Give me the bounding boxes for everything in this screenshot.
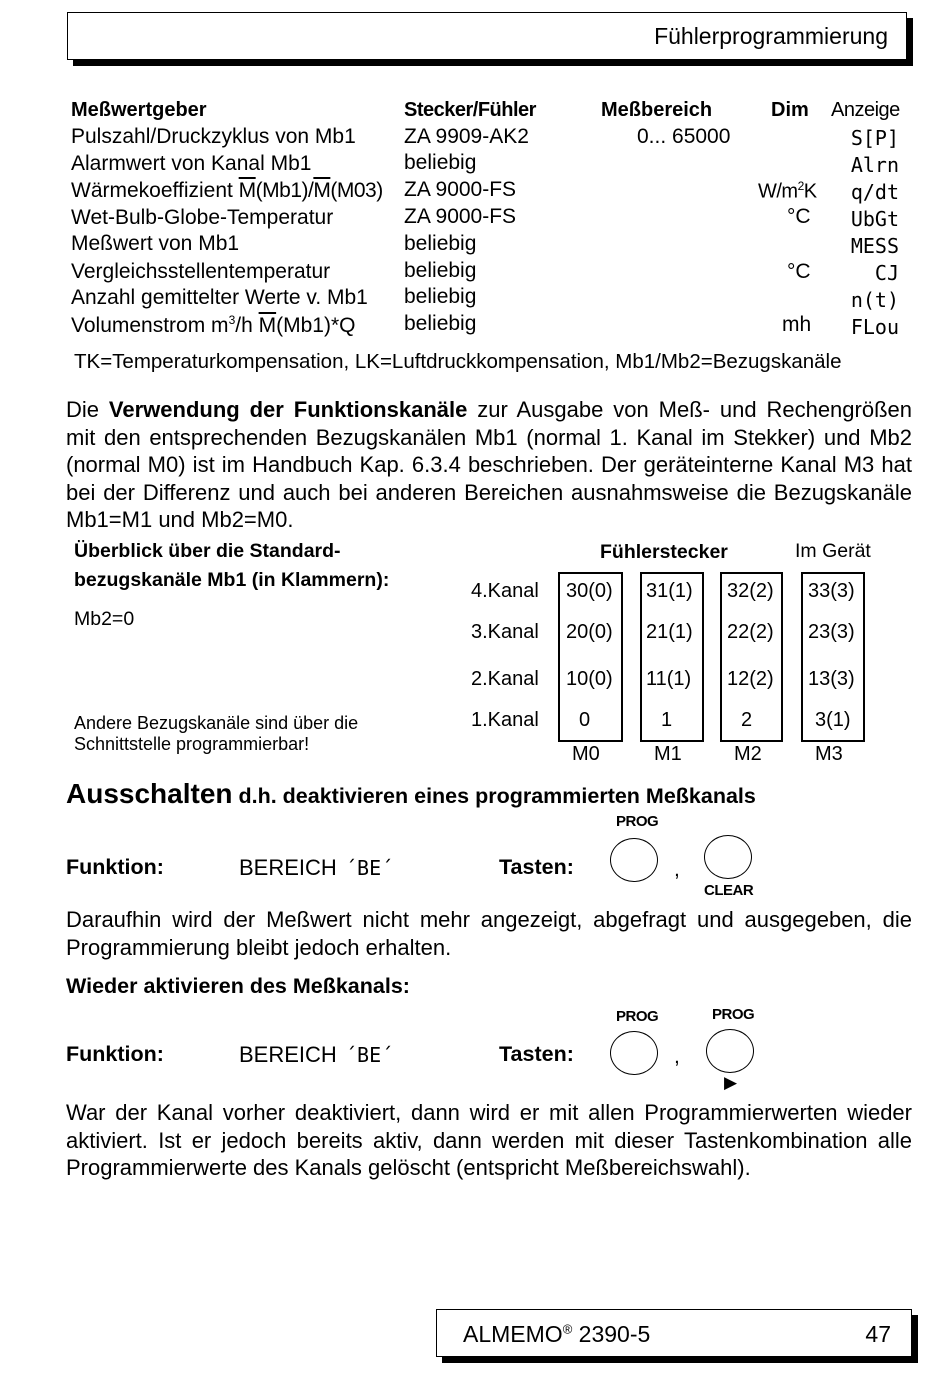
overview-row-label-1: 1.Kanal: [471, 709, 539, 731]
channel-cell: 10(0): [566, 668, 613, 690]
page-number: 47: [865, 1321, 891, 1347]
keys-label: Tasten:: [499, 1042, 574, 1066]
subheading-reactivate: Wieder aktivieren des Meßkanals:: [66, 974, 410, 998]
channel-cell: 32(2): [727, 580, 774, 602]
clear-key-label: CLEAR: [704, 882, 754, 899]
channel-cell: 23(3): [808, 621, 855, 643]
table-row-1-bereich: 0... 65000: [637, 125, 731, 148]
page-header-title: Fühlerprogrammierung: [654, 23, 888, 49]
prog-key-button[interactable]: [610, 1031, 658, 1075]
table-row-5-stecker: beliebig: [404, 232, 477, 255]
page-footer: [436, 1309, 912, 1357]
channel-cell: 12(2): [727, 668, 774, 690]
paragraph-deactivate-result: Daraufhin wird der Meßwert nicht mehr angezeigt, abgefragt und ausgegeben, die Programmierung bleibt jedoch erhalten.: [66, 907, 912, 960]
table-row-7-stecker: beliebig: [404, 285, 477, 308]
table-row-1-stecker: ZA 9909-AK2: [404, 125, 529, 148]
overview-title-line1: Überblick über die Standard-: [74, 540, 341, 562]
keys-label: Tasten:: [499, 855, 574, 879]
function-label: Funktion:: [66, 1042, 164, 1066]
prog-key-button[interactable]: [610, 838, 658, 882]
table-row-4-dim: °C: [787, 205, 811, 228]
table-row-1-anzeige: S[P]: [850, 126, 899, 150]
channel-cell: 11(1): [646, 668, 692, 690]
table-footnote: TK=Temperaturkompensation, LK=Luftdruckkompensation, Mb1/Mb2=Bezugskanäle: [74, 350, 842, 373]
channel-column-label-m2: M2: [734, 743, 762, 765]
channel-cell: 22(2): [727, 621, 774, 643]
table-header-anzeige: Anzeige: [831, 99, 900, 121]
function-code: ´BE´: [345, 856, 394, 880]
channel-column-label-m1: M1: [654, 743, 682, 765]
paragraph-reactivate-result: War der Kanal vorher deaktiviert, dann wird er mit allen Programmierwerten wieder aktiviert. Ist er jedoch bereits aktiv, dann werden mit dieser Tastenkombination alle Programmierwerte des Kanals gelöscht (entspricht Meßbereichswahl).: [66, 1100, 912, 1181]
channel-cell: 20(0): [566, 621, 613, 643]
channel-column-label-m3: M3: [815, 743, 843, 765]
function-value: BEREICH: [239, 855, 337, 880]
page-header: [67, 12, 907, 60]
table-row-2-stecker: beliebig: [404, 151, 477, 174]
channel-cell: 1: [661, 709, 673, 731]
table-row-8-dim: mh: [782, 313, 812, 336]
function-code: ´BE´: [345, 1043, 394, 1067]
prog-key-label: PROG: [616, 1008, 659, 1025]
overview-note-line2: Schnittstelle programmierbar!: [74, 734, 310, 754]
channel-cell: 30(0): [566, 580, 613, 602]
table-row-6-anzeige: CJ: [874, 261, 899, 285]
table-header-stecker: Stecker/Fühler: [404, 99, 536, 121]
channel-cell: 33(3): [808, 580, 855, 602]
prog-key-button-2[interactable]: [706, 1029, 754, 1073]
overview-header-device: Im Gerät: [795, 540, 871, 562]
overview-header-plug: Fühlerstecker: [600, 541, 728, 563]
paragraph-functional-channels: Die Verwendung der Funktionskanäle zur Ausgabe von Meß- und Rechengrößen mit den entsprechenden Bezugskanälen Mb1 (normal 1. Kanal im Stekker) und Mb2 (normal M0) ist im Handbuch Kap. 6.3.4 beschrieben. Der geräteinterne Kanal M3 hat bei der Differenz und auch bei anderen Bereichen ausnahmsweise die Bezugskanäle Mb1=M1 und Mb2=M0.: [66, 397, 912, 533]
footer-product: ALMEMO® 2390-5: [463, 1321, 651, 1347]
table-row-4-anzeige: UbGt: [850, 207, 899, 231]
table-row-4-geber: Wet-Bulb-Globe-Temperatur: [71, 206, 334, 229]
table-row-2-anzeige: Alrn: [850, 153, 899, 177]
overview-note-line1: Andere Bezugskanäle sind über die: [74, 713, 359, 733]
prog-key-label: PROG: [712, 1006, 755, 1023]
channel-cell: 21(1): [646, 621, 693, 643]
table-row-5-anzeige: MESS: [850, 234, 899, 258]
channel-cell: 31(1): [646, 580, 693, 602]
overview-mb2: Mb2=0: [74, 608, 135, 630]
table-row-8-geber: Volumenstrom $m^3/h$ $\overline{M}(Mb1)*Q$: [71, 313, 356, 337]
function-value: BEREICH: [239, 1042, 337, 1067]
clear-key-button[interactable]: [704, 835, 752, 879]
table-row-7-geber: Anzahl gemittelter Werte v. Mb1: [71, 286, 368, 309]
table-row-5-geber: Meßwert von Mb1: [71, 232, 240, 255]
table-row-8-anzeige: FLou: [850, 315, 899, 339]
table-row-6-geber: Vergleichsstellentemperatur: [71, 260, 331, 283]
table-row-7-anzeige: n(t): [850, 288, 899, 312]
channel-cell: 2: [741, 709, 753, 731]
channel-column-label-m0: M0: [572, 743, 600, 765]
key-separator: ,: [674, 1045, 680, 1068]
table-row-2-geber: Alarmwert von Kanal Mb1: [71, 152, 312, 175]
channel-cell: 13(3): [808, 668, 855, 690]
section-heading-deactivate: Ausschalten d.h. deaktivieren eines programmierten Meßkanals: [66, 778, 756, 809]
key-separator: ,: [674, 858, 680, 881]
prog-key-label: PROG: [616, 813, 659, 830]
channel-cell: 0: [579, 709, 591, 731]
table-row-6-dim: °C: [787, 260, 811, 283]
table-header-bereich: Meßbereich: [601, 99, 713, 121]
overview-row-label-3: 3.Kanal: [471, 621, 539, 643]
table-row-3-geber: Wärmekoeffizient $\overline{M}(Mb1)/\overline{M}(M03)$: [71, 179, 383, 202]
table-header-dim: Dim: [771, 99, 809, 121]
table-header-geber: Meßwertgeber: [71, 99, 207, 121]
table-row-8-stecker: beliebig: [404, 312, 477, 335]
table-row-1-geber: Pulszahl/Druckzyklus von Mb1: [71, 125, 356, 148]
overview-row-label-2: 2.Kanal: [471, 668, 539, 690]
table-row-3-stecker: ZA 9000-FS: [404, 178, 517, 201]
overview-title-line2: bezugskanäle Mb1 (in Klammern):: [74, 569, 390, 591]
function-label: Funktion:: [66, 855, 164, 879]
table-row-3-dim: $W/m^2K$: [758, 179, 817, 203]
table-row-3-anzeige: q/dt: [850, 180, 899, 204]
right-arrow-icon: ▶: [724, 1073, 738, 1092]
table-row-4-stecker: ZA 9000-FS: [404, 205, 517, 228]
table-row-6-stecker: beliebig: [404, 259, 477, 282]
overview-row-label-4: 4.Kanal: [471, 580, 539, 602]
channel-cell: 3(1): [815, 709, 851, 731]
